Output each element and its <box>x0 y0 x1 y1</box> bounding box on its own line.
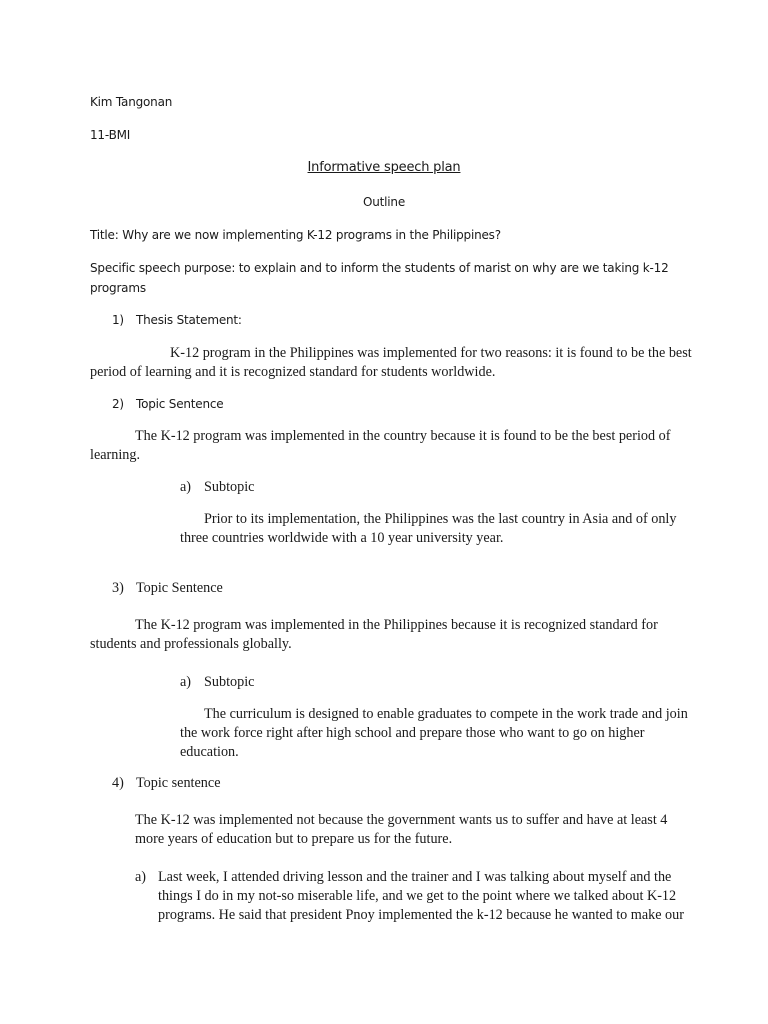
purpose-line-2: programs <box>90 281 146 295</box>
class-section: 11-BMI <box>90 128 131 142</box>
title-label: Title: <box>90 228 119 242</box>
item-1-body-line-1: K-12 program in the Philippines was implemented for two reasons: it is found to be the best <box>170 345 692 361</box>
title-text: Why are we now implementing K-12 programs in the Philippines? <box>122 228 501 242</box>
item-4-number: 4) <box>112 775 124 791</box>
item-3-number: 3) <box>112 580 124 596</box>
item-3-sub-heading: Subtopic <box>204 674 255 690</box>
item-4-sub-line-2: things I do in my not-so miserable life, and we get to the point where we talked about K-12 <box>158 888 677 904</box>
item-3-sub-line-3: education. <box>180 744 239 760</box>
item-2-body-line-1: The K-12 program was implemented in the country because it is found to be the best period of <box>135 428 671 444</box>
item-3-heading: Topic Sentence <box>136 580 223 596</box>
item-4-sub-line-3: programs. He said that president Pnoy implemented the k-12 because he wanted to make our <box>158 907 684 923</box>
document-title: Informative speech plan <box>307 160 461 175</box>
outline-heading: Outline <box>362 195 405 209</box>
author-name: Kim Tangonan <box>90 95 173 109</box>
item-1-heading: Thesis Statement: <box>136 313 242 327</box>
item-3-sub-line-2: the work force right after high school and prepare those who want to go on higher <box>180 725 645 741</box>
item-2-sub-marker: a) <box>180 479 192 495</box>
item-2-sub-line-1: Prior to its implementation, the Philippines was the last country in Asia and of only <box>204 511 677 527</box>
item-3-body-line-1: The K-12 program was implemented in the Philippines because it is recognized standard for <box>135 617 658 633</box>
speech-title <box>90 228 501 242</box>
item-1-body-line-2: period of learning and it is recognized standard for students worldwide. <box>90 364 496 380</box>
item-3-sub-line-1: The curriculum is designed to enable graduates to compete in the work trade and join <box>204 706 688 722</box>
item-2-body-line-2: learning. <box>90 447 141 463</box>
item-3-sub-marker: a) <box>180 674 192 690</box>
item-2-sub-heading: Subtopic <box>204 479 255 495</box>
item-4-body-line-1: The K-12 was implemented not because the government wants us to suffer and have at least 4 <box>135 812 668 828</box>
item-2-heading: Topic Sentence <box>136 397 224 411</box>
item-1-number: 1) <box>112 313 124 327</box>
item-3-body-line-2: students and professionals globally. <box>90 636 292 652</box>
item-4-heading: Topic sentence <box>136 775 221 791</box>
item-4-body-line-2: more years of education but to prepare us for the future. <box>135 831 453 847</box>
item-2-number: 2) <box>112 397 124 411</box>
item-2-sub-line-2: three countries worldwide with a 10 year university year. <box>180 530 504 546</box>
item-4-sub-line-1: Last week, I attended driving lesson and the trainer and I was talking about myself and the <box>158 869 672 885</box>
item-4-sub-marker: a) <box>135 869 147 885</box>
purpose-line-1: Specific speech purpose: to explain and to inform the students of marist on why are we taking k-12 <box>90 261 669 275</box>
